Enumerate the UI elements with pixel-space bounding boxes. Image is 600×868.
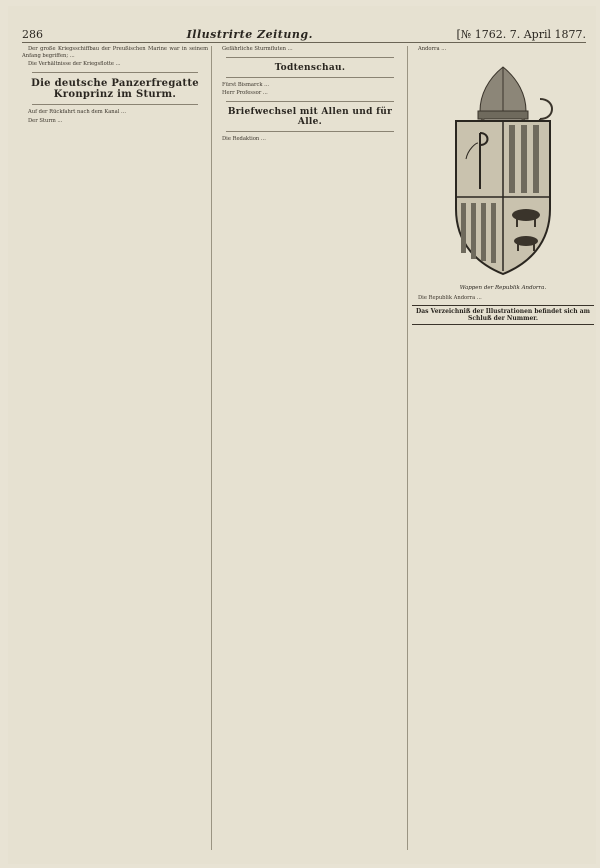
section-title-obituaries: Todtenschau. — [274, 62, 346, 73]
crest-caption: Wappen der Republik Andorra. — [459, 284, 547, 291]
section-divider — [226, 101, 394, 102]
column-2-top-text — [216, 46, 404, 53]
newspaper-page — [8, 6, 596, 864]
column-2 — [216, 46, 404, 850]
footer-note: Das Verzeichniß der Illustrationen befindet sich am Schluß der Nummer. — [412, 305, 594, 325]
paragraph: Die Verhältnisse der Kriegsflotte ... — [28, 61, 121, 68]
section-divider — [226, 131, 394, 132]
crest-illustration — [428, 59, 578, 283]
section-divider — [226, 77, 394, 78]
andorra-crest — [428, 59, 578, 283]
page-number: 286 — [22, 27, 43, 41]
column-1-top-text — [22, 46, 208, 68]
section-divider — [32, 72, 198, 73]
correspondence-text — [216, 136, 404, 143]
section-divider — [226, 57, 394, 58]
paragraph: Gefährliche Sturmfluten ... — [222, 46, 293, 52]
column-3-bottom-text — [412, 295, 594, 302]
column-1-bottom-text — [22, 109, 208, 124]
paragraph: Der große Kriegsschiffbau der Preußischen Marine war in seinem Anfang begriffen; ... — [22, 46, 208, 59]
column-rule-1 — [211, 46, 212, 850]
column-3 — [412, 46, 594, 850]
publication-title: Illustrirte Zeitung. — [186, 27, 313, 41]
section-title-correspondence: Briefwechsel mit Allen und für Alle. — [227, 107, 393, 128]
obituaries-text — [216, 82, 404, 97]
paragraph: Die Redaktion ... — [222, 136, 266, 143]
paragraph: Andorra ... — [418, 46, 447, 52]
paragraph: Der Sturm ... — [28, 117, 63, 124]
section-divider — [32, 104, 198, 105]
page-header — [22, 26, 586, 43]
column-1 — [22, 46, 208, 850]
paragraph: Die Republik Andorra ... — [418, 294, 482, 301]
column-3-top-text — [412, 46, 594, 53]
paragraph: Auf der Rückfahrt nach dem Kanal ... — [28, 109, 126, 116]
column-rule-2 — [407, 46, 408, 850]
section-title-armour: Die deutsche Panzerfregatte Kronprinz im Sturm. — [31, 78, 199, 101]
issue-label: [№ 1762. 7. April 1877. — [456, 27, 586, 41]
paragraph: Herr Professor ... — [222, 90, 268, 97]
paragraph: Fürst Bismarck ... — [222, 81, 270, 88]
